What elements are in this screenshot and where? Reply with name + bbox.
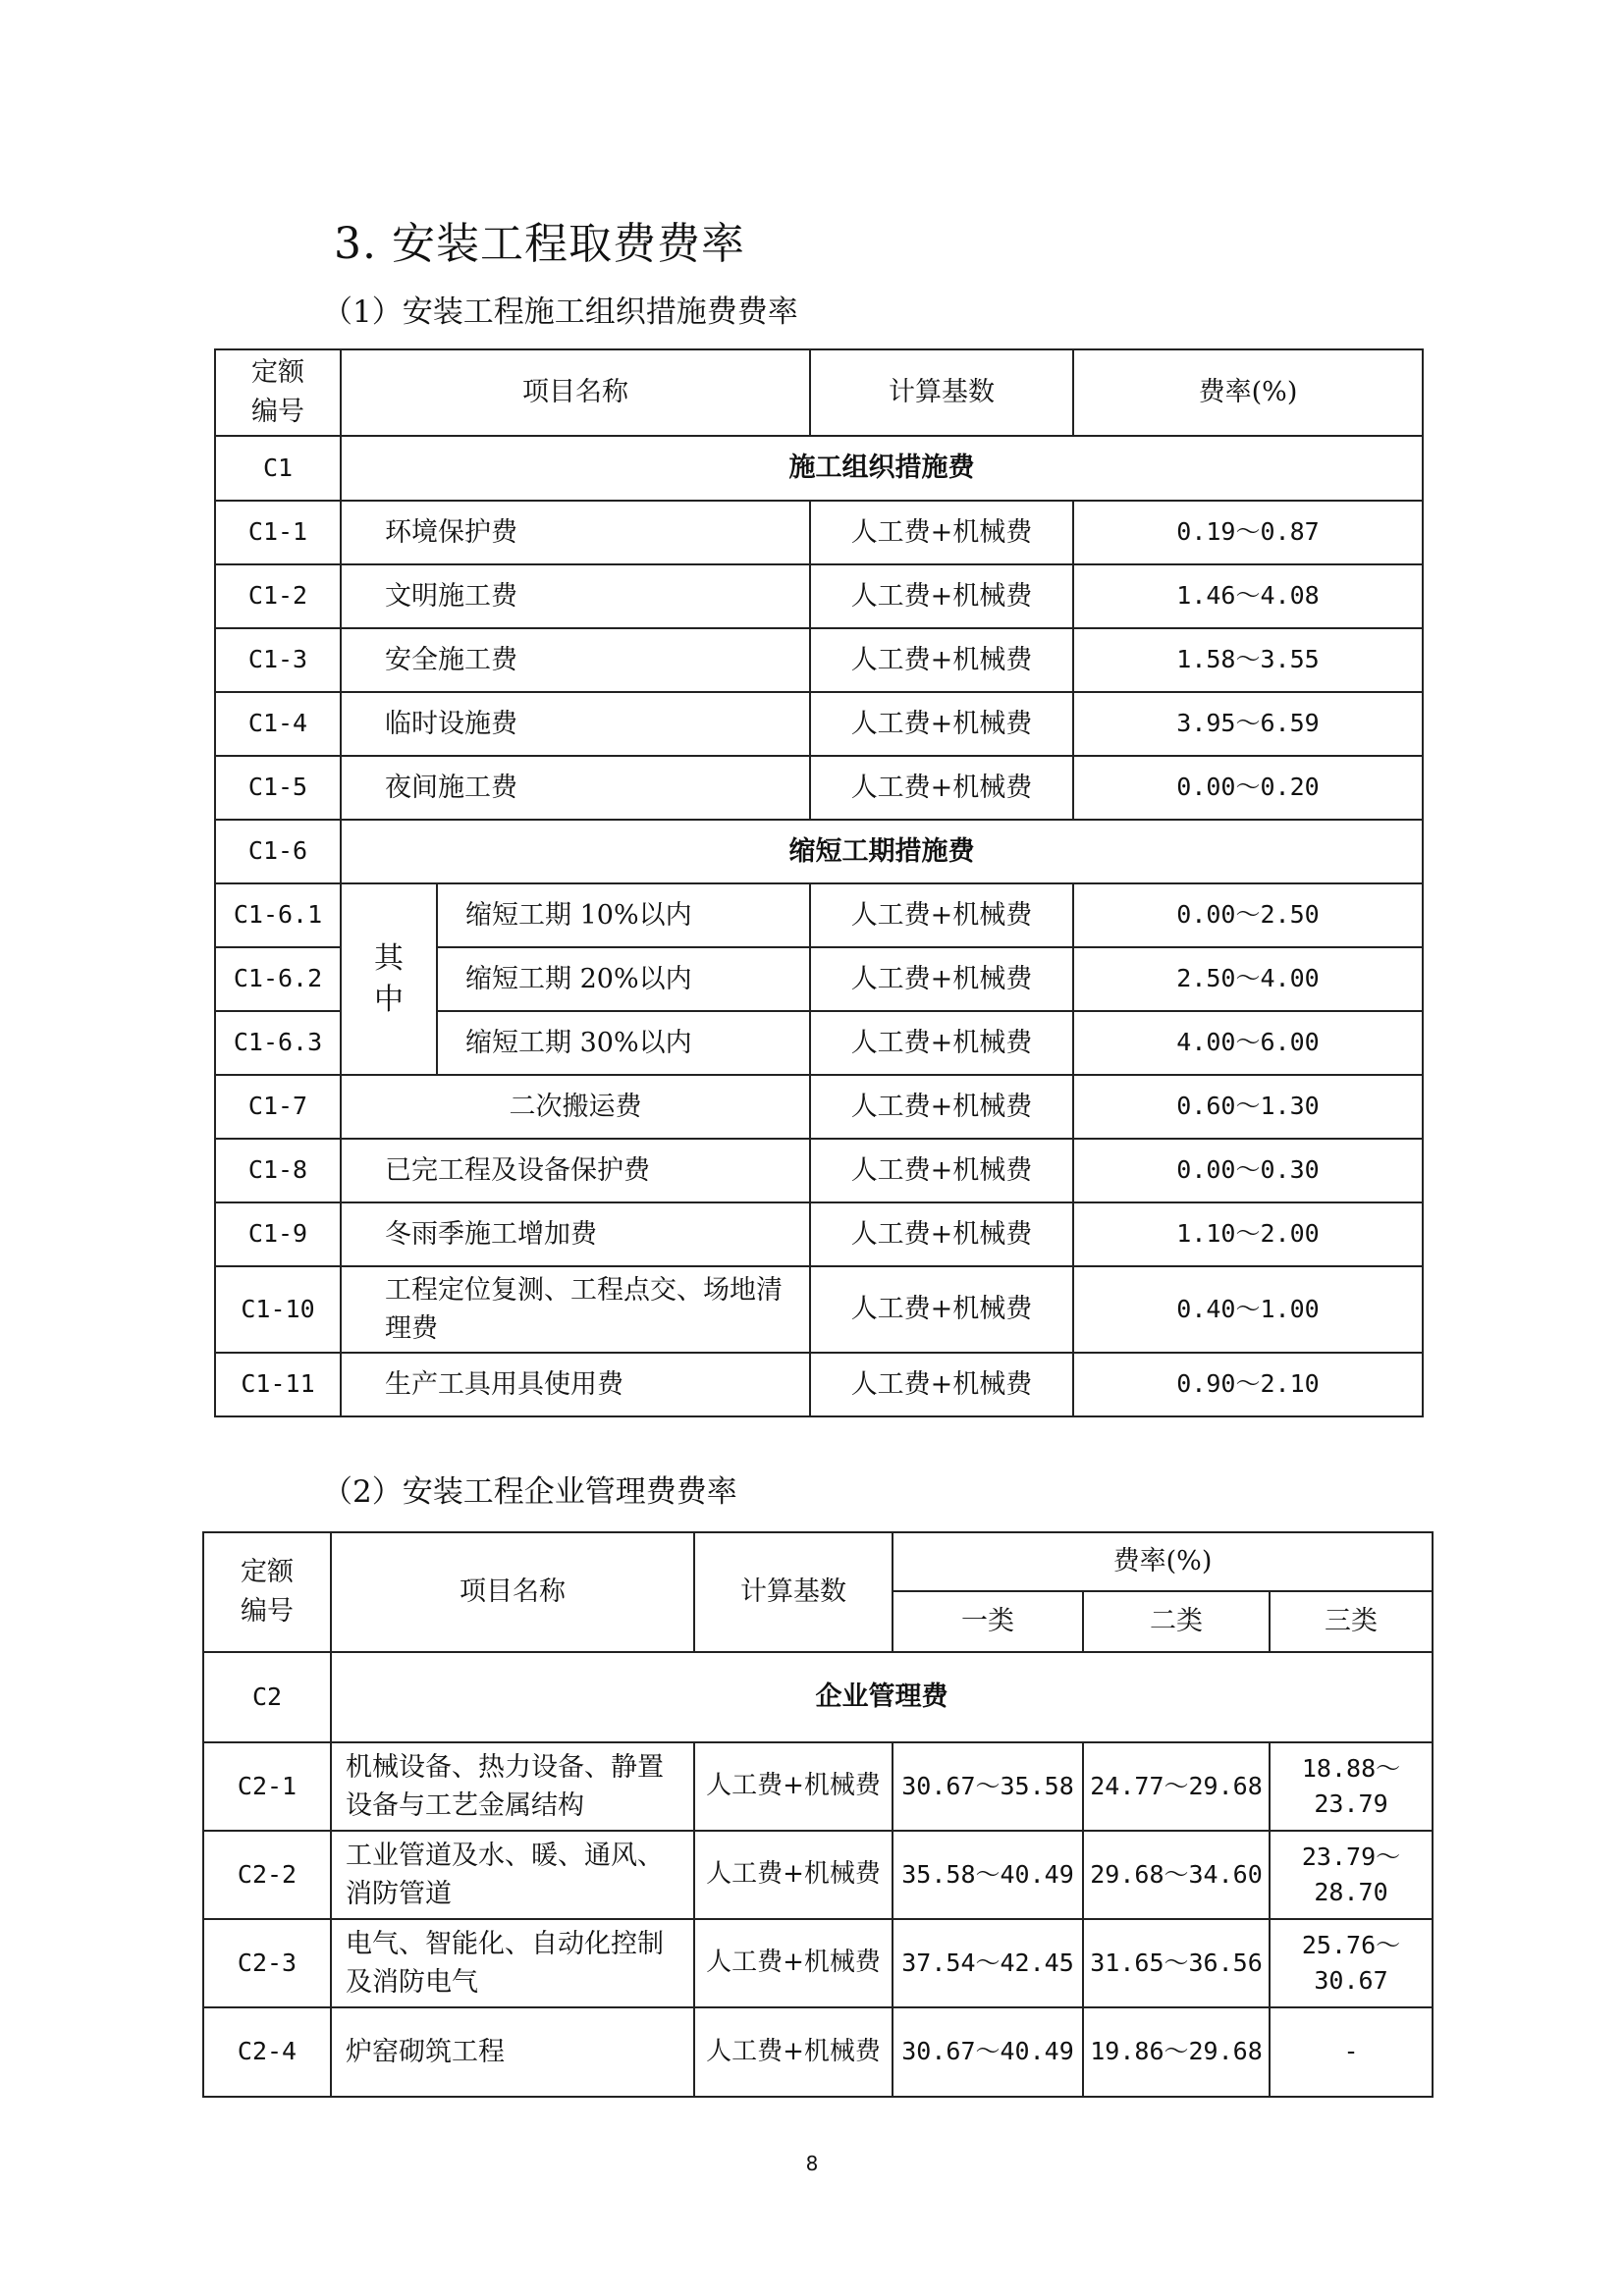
- row-base: 人工费+机械费: [810, 883, 1073, 947]
- page-heading: 3. 安装工程取费费率: [334, 219, 745, 269]
- header-rate: 费率(%): [1073, 349, 1423, 436]
- management-fee-table: [202, 1531, 1434, 2098]
- row-base: 人工费+机械费: [810, 564, 1073, 628]
- header-base: 计算基数: [694, 1532, 893, 1652]
- row-name: 缩短工期 30%以内: [437, 1011, 810, 1075]
- row-rate: 3.95～6.59: [1073, 692, 1423, 756]
- table-header-row: [203, 1532, 1433, 1591]
- row-name: 夜间施工费: [341, 756, 810, 820]
- row-code: C2-4: [203, 2007, 331, 2097]
- header-code: 定额 编号: [215, 349, 341, 436]
- header-class3: 三类: [1270, 1591, 1433, 1652]
- row-base: 人工费+机械费: [810, 1011, 1073, 1075]
- row-code: C1-2: [215, 564, 341, 628]
- row-name: 临时设施费: [341, 692, 810, 756]
- table-row: [215, 1075, 1423, 1139]
- row-name: 环境保护费: [341, 501, 810, 564]
- row-name: 工业管道及水、暖、通风、消防管道: [331, 1831, 694, 1919]
- row-name: 冬雨季施工增加费: [341, 1202, 810, 1266]
- row-rate-class2: 29.68～34.60: [1083, 1831, 1270, 1919]
- row-rate-class3: 18.88～ 23.79: [1270, 1742, 1433, 1831]
- row-name: 电气、智能化、自动化控制及消防电气: [331, 1919, 694, 2007]
- row-name: 炉窑砌筑工程: [331, 2007, 694, 2097]
- row-rate: 0.00～0.30: [1073, 1139, 1423, 1202]
- header-base: 计算基数: [810, 349, 1073, 436]
- row-rate: 0.40～1.00: [1073, 1266, 1423, 1353]
- row-code: C1-10: [215, 1266, 341, 1353]
- row-code: C1-8: [215, 1139, 341, 1202]
- row-rate: 0.00～0.20: [1073, 756, 1423, 820]
- row-rate: 1.10～2.00: [1073, 1202, 1423, 1266]
- row-base: 人工费+机械费: [694, 1831, 893, 1919]
- row-base: 人工费+机械费: [810, 501, 1073, 564]
- table-header-row: [215, 349, 1423, 436]
- row-base: 人工费+机械费: [810, 1139, 1073, 1202]
- row-rate-class1: 30.67～35.58: [893, 1742, 1083, 1831]
- subgroup-name: 缩短工期措施费: [341, 820, 1423, 883]
- row-base: 人工费+机械费: [810, 1353, 1073, 1416]
- table-row: [215, 1353, 1423, 1416]
- row-name: 机械设备、热力设备、静置设备与工艺金属结构: [331, 1742, 694, 1831]
- table-row: [215, 883, 1423, 947]
- header-name: 项目名称: [331, 1532, 694, 1652]
- row-name: 缩短工期 20%以内: [437, 947, 810, 1011]
- table-row: [203, 2007, 1433, 2097]
- row-code: C1-5: [215, 756, 341, 820]
- row-rate-class3: -: [1270, 2007, 1433, 2097]
- row-rate-class1: 35.58～40.49: [893, 1831, 1083, 1919]
- row-base: 人工费+机械费: [694, 1919, 893, 2007]
- row-code: C1-4: [215, 692, 341, 756]
- section2-title: （2）安装工程企业管理费费率: [322, 1474, 737, 1510]
- row-code: C1-6.1: [215, 883, 341, 947]
- row-rate: 2.50～4.00: [1073, 947, 1423, 1011]
- measures-fee-table: [214, 348, 1424, 1417]
- row-base: 人工费+机械费: [810, 628, 1073, 692]
- row-name: 文明施工费: [341, 564, 810, 628]
- table-row: [215, 756, 1423, 820]
- row-base: 人工费+机械费: [810, 756, 1073, 820]
- table-row: [215, 1139, 1423, 1202]
- row-base: 人工费+机械费: [810, 1266, 1073, 1353]
- row-code: C1-6.3: [215, 1011, 341, 1075]
- table-row: [203, 1742, 1433, 1831]
- row-rate: 0.19～0.87: [1073, 501, 1423, 564]
- table-row: [215, 1266, 1423, 1353]
- row-rate-class3: 23.79～ 28.70: [1270, 1831, 1433, 1919]
- table-row: [215, 501, 1423, 564]
- header-class2: 二类: [1083, 1591, 1270, 1652]
- row-rate-class3: 25.76～ 30.67: [1270, 1919, 1433, 2007]
- table-row: [203, 1831, 1433, 1919]
- row-code: C2-1: [203, 1742, 331, 1831]
- row-code: C1-1: [215, 501, 341, 564]
- qizhong-label: 其 中: [341, 883, 437, 1075]
- row-name: 生产工具用具使用费: [341, 1353, 810, 1416]
- section1-title: （1）安装工程施工组织措施费费率: [322, 294, 798, 330]
- row-code: C2-2: [203, 1831, 331, 1919]
- row-base: 人工费+机械费: [694, 1742, 893, 1831]
- group-code: C2: [203, 1652, 331, 1742]
- group-name: 企业管理费: [331, 1652, 1433, 1742]
- row-rate: 0.60～1.30: [1073, 1075, 1423, 1139]
- row-rate: 1.58～3.55: [1073, 628, 1423, 692]
- row-name: 安全施工费: [341, 628, 810, 692]
- subgroup-row: [215, 820, 1423, 883]
- row-code: C1-9: [215, 1202, 341, 1266]
- row-name: 缩短工期 10%以内: [437, 883, 810, 947]
- table-row: [215, 1202, 1423, 1266]
- row-rate: 1.46～4.08: [1073, 564, 1423, 628]
- row-name: 二次搬运费: [341, 1075, 810, 1139]
- header-class1: 一类: [893, 1591, 1083, 1652]
- row-code: C1-6.2: [215, 947, 341, 1011]
- table-row: [203, 1919, 1433, 2007]
- row-rate-class2: 31.65～36.56: [1083, 1919, 1270, 2007]
- row-base: 人工费+机械费: [810, 947, 1073, 1011]
- group-name: 施工组织措施费: [341, 436, 1423, 501]
- row-rate-class1: 30.67～40.49: [893, 2007, 1083, 2097]
- subgroup-code: C1-6: [215, 820, 341, 883]
- row-rate: 4.00～6.00: [1073, 1011, 1423, 1075]
- row-name: 工程定位复测、工程点交、场地清理费: [341, 1266, 810, 1353]
- table-row: [215, 628, 1423, 692]
- header-name: 项目名称: [341, 349, 810, 436]
- row-code: C1-7: [215, 1075, 341, 1139]
- row-code: C2-3: [203, 1919, 331, 2007]
- header-rate: 费率(%): [893, 1532, 1433, 1591]
- header-code: 定额 编号: [203, 1532, 331, 1652]
- row-rate: 0.90～2.10: [1073, 1353, 1423, 1416]
- group-row: [203, 1652, 1433, 1742]
- group-code: C1: [215, 436, 341, 501]
- table-row: [215, 692, 1423, 756]
- row-rate-class1: 37.54～42.45: [893, 1919, 1083, 2007]
- row-base: 人工费+机械费: [810, 692, 1073, 756]
- row-rate: 0.00～2.50: [1073, 883, 1423, 947]
- row-base: 人工费+机械费: [810, 1202, 1073, 1266]
- row-rate-class2: 24.77～29.68: [1083, 1742, 1270, 1831]
- row-base: 人工费+机械费: [810, 1075, 1073, 1139]
- group-row: [215, 436, 1423, 501]
- table-row: [215, 564, 1423, 628]
- row-code: C1-3: [215, 628, 341, 692]
- row-base: 人工费+机械费: [694, 2007, 893, 2097]
- row-name: 已完工程及设备保护费: [341, 1139, 810, 1202]
- row-code: C1-11: [215, 1353, 341, 1416]
- row-rate-class2: 19.86～29.68: [1083, 2007, 1270, 2097]
- page-number: 8: [805, 2152, 819, 2175]
